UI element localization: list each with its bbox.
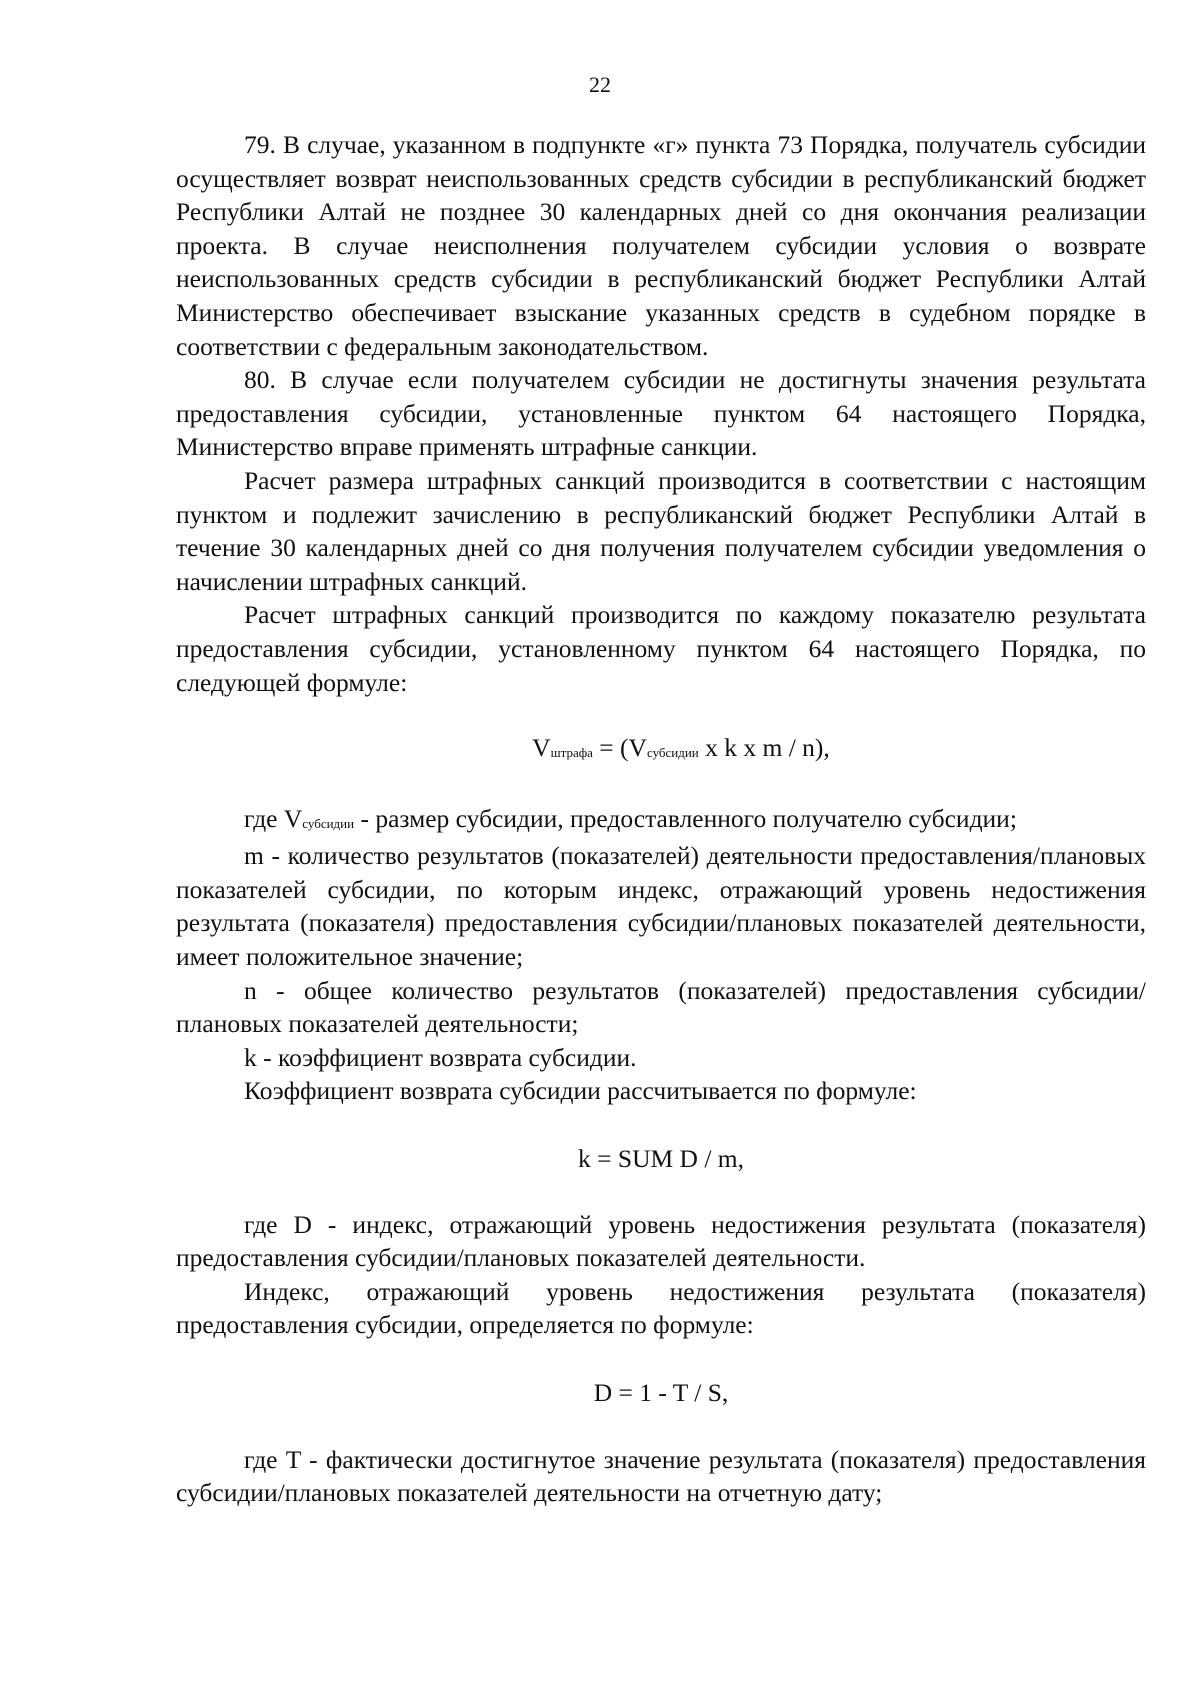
formula-rest: x k x m / n), [698,733,830,763]
definition-n: n - общее количество результатов (показателей) предоставления субсидии/плановых показателей деятельности; [176,975,1146,1039]
formula-k: k = SUM D / m, [578,1144,744,1174]
formula-sub-shtrafa: штрафа [550,745,593,761]
definition-v [176,802,1146,840]
formula-d: D = 1 - T / S, [593,1378,729,1407]
d-formula-intro: Индекс, отражающий уровень недостижения результата (показателя) предоставления субсидии, определяется по формуле: [176,1276,1146,1340]
paragraph-penalty-calculation: Расчет размера штрафных санкций производится в соответствии с настоящим пунктом и подлежит зачислению в республиканский бюджет Республики Алтай в течение 30 календарных дней со дня получения получателем субсидии уведомления о начислении штрафных санкций. [176,465,1146,596]
formula-sub-subsidii: субсидии [646,745,699,761]
document-body [176,128,1146,1510]
paragraph-penalty-formula-intro: Расчет штрафных санкций производится по каждому показателю результата предоставления субсидии, установленному пунктом 64 настоящего Порядка, по следующей формуле: [176,600,1146,697]
formula-v: V [532,733,551,763]
k-formula-intro: Коэффициент возврата субсидии рассчитывается по формуле: [244,1076,917,1106]
definition-k: k - коэффициент возврата субсидии. [244,1042,637,1072]
definition-d: где D - индекс, отражающий уровень недостижения результата (показателя) предоставления субсидии/плановых показателей деятельности. [176,1209,1146,1273]
definition-v-sub: субсидии [302,815,355,831]
paragraph-80: 80. В случае если получателем субсидии не достигнуты значения результата предоставления субсидии, установленные пунктом 64 настоящего Порядка, Министерство вправе применять штрафные санкции. [176,365,1146,462]
formula-eq: = (V [592,733,647,763]
page-number: 22 [589,72,611,97]
definition-v-text: - размер субсидии, предоставленного получателю субсидии; [354,803,1017,833]
formula-penalty [176,731,1146,769]
definition-v-prefix: где V [244,803,303,833]
definition-m: m - количество результатов (показателей) деятельности предоставления/плановых показателей субсидии, по которым индекс, отражающий уровень недостижения результата (показателя) предоставления субсидии/плановых показателей деятельности, имеет положительное значение; [176,841,1146,972]
paragraph-79: 79. В случае, указанном в подпункте «г» пункта 73 Порядка, получатель субсидии осуществляет возврат неиспользованных средств субсидии в республиканский бюджет Республики Алтай не позднее 30 календарных дней со дня окончания реализации проекта. В случае неисполнения получателем субсидии условия о возврате неиспользованных средств субсидии в республиканский бюджет Республики Алтай Министерство обеспечивает взыскание указанных средств в судебном порядке в соответствии с федеральным законодательством. [176,130,1146,361]
definition-t: где T - фактически достигнутое значение результата (показателя) предоставления субсидии/плановых показателей деятельности на отчетную дату; [176,1444,1146,1508]
